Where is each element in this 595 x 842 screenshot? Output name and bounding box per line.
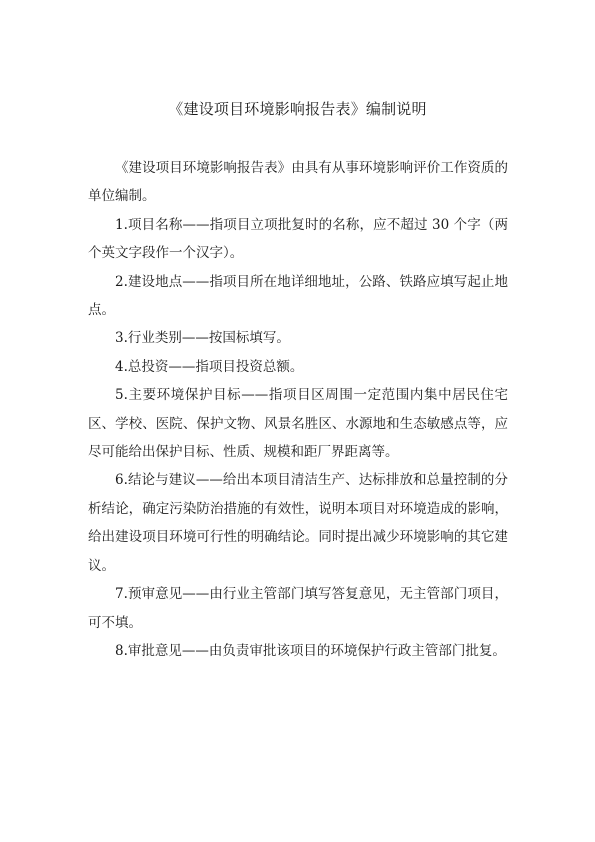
paragraph-item-2: 2.建设地点——指项目所在地详细地址，公路、铁路应填写起止地点。 [88, 273, 508, 319]
paragraph-intro: 《建设项目环境影响报告表》由具有从事环境影响评价工作资质的单位编制。 [88, 160, 508, 205]
paragraph-item-3: 3.行业类别——按国标填写。 [115, 330, 290, 347]
paragraph-item-4: 4.总投资——指项目投资总额。 [115, 358, 304, 375]
paragraph-item-7: 7.预审意见——由行业主管部门填写答复意见，无主管部门项目，可不填。 [88, 586, 508, 631]
document-body [88, 154, 508, 665]
document-title: 《建设项目环境影响报告表》编制说明 [168, 100, 427, 118]
paragraph-item-6: 6.结论与建议——给出本项目清洁生产、达标排放和总量控制的分析结论，确定污染防治措施的有效性，说明本项目对环境造成的影响，给出建设项目环境可行性的明确结论。同时提出减少环境影响的其它建议。 [88, 472, 508, 574]
paragraph-item-1: 1.项目名称——指项目立项批复时的名称，应不超过 30 个字（两个英文字段作一个汉字）。 [88, 216, 508, 262]
paragraph-item-5: 5.主要环境保护目标——指项目区周围一定范围内集中居民住宅区、学校、医院、保护文物、风景名胜区、水源地和生态敏感点等，应尽可能给出保护目标、性质、规模和距厂界距离等。 [88, 387, 508, 461]
paragraph-item-8: 8.审批意见——由负责审批该项目的环境保护行政主管部门批复。 [115, 642, 506, 659]
